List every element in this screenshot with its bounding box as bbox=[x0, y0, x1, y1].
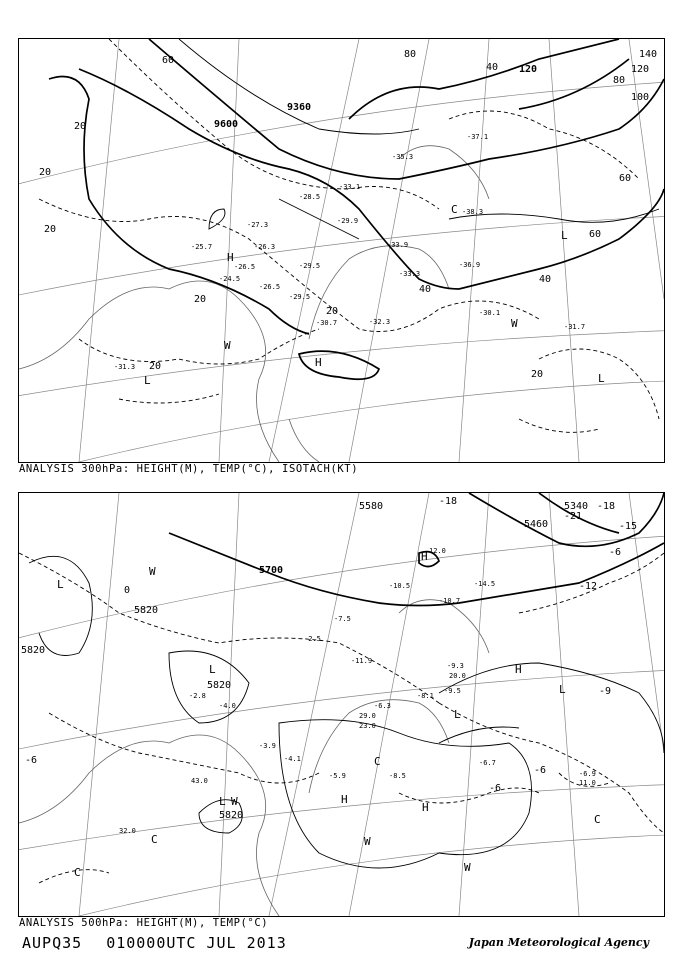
height-label: 60 bbox=[162, 55, 175, 66]
temp-value: -8.1 bbox=[417, 692, 434, 700]
temp-value: -26.5 bbox=[234, 263, 256, 271]
height-label: -21 bbox=[564, 511, 583, 522]
temp-value: -26.3 bbox=[254, 243, 276, 251]
temp-value: -9.3 bbox=[447, 662, 464, 670]
temp-value: 43.0 bbox=[191, 777, 208, 785]
temp-value: 11.0 bbox=[579, 779, 596, 787]
temp-value: 32.0 bbox=[119, 827, 136, 835]
pressure-center: C bbox=[74, 866, 81, 879]
graticule bbox=[19, 493, 664, 916]
pressure-center: C bbox=[151, 833, 158, 846]
pressure-center: W bbox=[511, 317, 518, 330]
pressure-center: W bbox=[149, 565, 156, 578]
temp-value: -6.3 bbox=[374, 702, 391, 710]
temp-value: -7.5 bbox=[334, 615, 351, 623]
pressure-center: H bbox=[421, 550, 428, 563]
isolines bbox=[29, 556, 664, 868]
temp-value: -31.3 bbox=[114, 363, 136, 371]
height-label: 120 bbox=[631, 64, 650, 75]
pressure-center: L bbox=[598, 372, 605, 385]
temp-value: -4.1 bbox=[284, 755, 301, 763]
temp-value: -2.8 bbox=[189, 692, 206, 700]
temp-value: -29.5 bbox=[289, 293, 311, 301]
height-label: 60 bbox=[589, 229, 602, 240]
height-label: -6 bbox=[489, 783, 502, 794]
height-label: 40 bbox=[539, 274, 552, 285]
temps-300 bbox=[114, 133, 585, 371]
temp-value: -6.7 bbox=[479, 759, 496, 767]
temp-value: -10.7 bbox=[439, 597, 461, 605]
temp-value: 12.0 bbox=[429, 547, 446, 555]
height-label: -6 bbox=[534, 765, 547, 776]
temp-value: -8.5 bbox=[389, 772, 406, 780]
height-label: 0 bbox=[124, 585, 131, 596]
height-label: 9360 bbox=[287, 102, 312, 113]
pressure-center: L bbox=[561, 229, 568, 242]
height-label: -18 bbox=[597, 501, 616, 512]
pressure-center: L bbox=[209, 663, 216, 676]
temp-value: -25.7 bbox=[191, 243, 213, 251]
temp-value: -24.5 bbox=[219, 275, 241, 283]
pressure-center: C bbox=[451, 203, 458, 216]
temp-value: -35.3 bbox=[392, 153, 414, 161]
bulletin-code: AUPQ35 bbox=[22, 934, 83, 952]
height-label: 40 bbox=[419, 284, 432, 295]
temp-value: 20.0 bbox=[449, 672, 466, 680]
pressure-center: W bbox=[464, 861, 471, 874]
temp-value: -30.7 bbox=[316, 319, 338, 327]
caption-300hpa: ANALYSIS 300hPa: HEIGHT(M), TEMP(°C), ISOTACH(KT) bbox=[19, 463, 359, 475]
caption-500hpa: ANALYSIS 500hPa: HEIGHT(M), TEMP(°C) bbox=[19, 917, 269, 929]
pressure-center: C bbox=[594, 813, 601, 826]
agency-name: Japan Meteorological Agency bbox=[468, 936, 649, 949]
temp-value: -29.5 bbox=[299, 262, 321, 270]
height-label: 20 bbox=[194, 294, 207, 305]
height-label: -6 bbox=[609, 547, 622, 558]
height-label: 5820 bbox=[207, 680, 232, 691]
height-label: 9600 bbox=[214, 119, 239, 130]
temp-value: -28.5 bbox=[299, 193, 321, 201]
height-label: 5700 bbox=[259, 565, 284, 576]
temp-value: -32.3 bbox=[369, 318, 391, 326]
height-label: 20 bbox=[149, 361, 162, 372]
height-label: -6 bbox=[25, 755, 38, 766]
pressure-center: L bbox=[559, 683, 566, 696]
bulletin-time: 010000UTC JUL 2013 bbox=[106, 934, 287, 952]
temp-value: -36.9 bbox=[459, 261, 481, 269]
pressure-center: L bbox=[144, 374, 151, 387]
pressure-center: H bbox=[515, 663, 522, 676]
height-label: 100 bbox=[631, 92, 650, 103]
height-label: 60 bbox=[619, 173, 632, 184]
temp-value: 23.0 bbox=[359, 722, 376, 730]
pressure-center: L bbox=[219, 795, 226, 808]
temp-value: -4.0 bbox=[219, 702, 236, 710]
pressure-center: W bbox=[231, 795, 238, 808]
coastline bbox=[19, 146, 489, 462]
temp-value: -14.5 bbox=[474, 580, 496, 588]
height-label: 20 bbox=[39, 167, 52, 178]
pressure-center: H bbox=[227, 251, 234, 264]
temp-value: -29.9 bbox=[337, 217, 359, 225]
temp-value: -5.9 bbox=[329, 772, 346, 780]
pressure-center: L bbox=[57, 578, 64, 591]
height-label: 20 bbox=[44, 224, 57, 235]
pressure-center: C bbox=[374, 755, 381, 768]
height-label: -15 bbox=[619, 521, 638, 532]
temp-value: -30.1 bbox=[479, 309, 501, 317]
height-label: 5820 bbox=[219, 810, 244, 821]
height-label: 20 bbox=[531, 369, 544, 380]
temp-value: 29.0 bbox=[359, 712, 376, 720]
pressure-center: H bbox=[422, 801, 429, 814]
temp-value: -6.9 bbox=[579, 770, 596, 778]
pressure-center: W bbox=[224, 339, 231, 352]
coastline bbox=[19, 600, 489, 916]
height-label: -9 bbox=[599, 686, 612, 697]
centers-300 bbox=[144, 203, 605, 387]
temp-value: -33.1 bbox=[339, 183, 361, 191]
temp-value: -33.9 bbox=[387, 241, 409, 249]
temp-value: -3.9 bbox=[259, 742, 276, 750]
height-label: 5340 bbox=[564, 501, 589, 512]
height-label: 80 bbox=[613, 75, 626, 86]
temp-value: -38.3 bbox=[462, 208, 484, 216]
chart-300hpa bbox=[18, 38, 665, 463]
temp-value: -27.3 bbox=[247, 221, 269, 229]
height-label: 20 bbox=[74, 121, 87, 132]
pressure-center: W bbox=[364, 835, 371, 848]
pressure-center: H bbox=[315, 356, 322, 369]
height-label: 120 bbox=[519, 64, 538, 75]
height-label: 40 bbox=[486, 62, 499, 73]
bulletin-header bbox=[22, 934, 287, 952]
height-label: 5820 bbox=[134, 605, 159, 616]
height-label: 5820 bbox=[21, 645, 46, 656]
graticule bbox=[19, 39, 664, 462]
pressure-center: H bbox=[341, 793, 348, 806]
temp-value: -11.9 bbox=[351, 657, 373, 665]
temp-value: -37.1 bbox=[467, 133, 489, 141]
pressure-center: L bbox=[454, 708, 461, 721]
height-label: 80 bbox=[404, 49, 417, 60]
height-label: 5460 bbox=[524, 519, 549, 530]
isotherms bbox=[19, 553, 664, 883]
height-label: 5580 bbox=[359, 501, 384, 512]
temp-value: -31.7 bbox=[564, 323, 586, 331]
map-300hpa bbox=[19, 39, 664, 462]
temp-value: -26.5 bbox=[259, 283, 281, 291]
centers-500 bbox=[57, 550, 601, 879]
height-label: -12 bbox=[579, 581, 598, 592]
temp-value: -2.5 bbox=[304, 635, 321, 643]
height-label: 140 bbox=[639, 49, 658, 60]
temp-value: -33.3 bbox=[399, 270, 421, 278]
height-label: 20 bbox=[326, 306, 339, 317]
temp-value: -9.5 bbox=[444, 687, 461, 695]
temp-value: -10.5 bbox=[389, 582, 411, 590]
height-label: -18 bbox=[439, 496, 458, 507]
map-500hpa bbox=[19, 493, 664, 916]
chart-500hpa bbox=[18, 492, 665, 917]
